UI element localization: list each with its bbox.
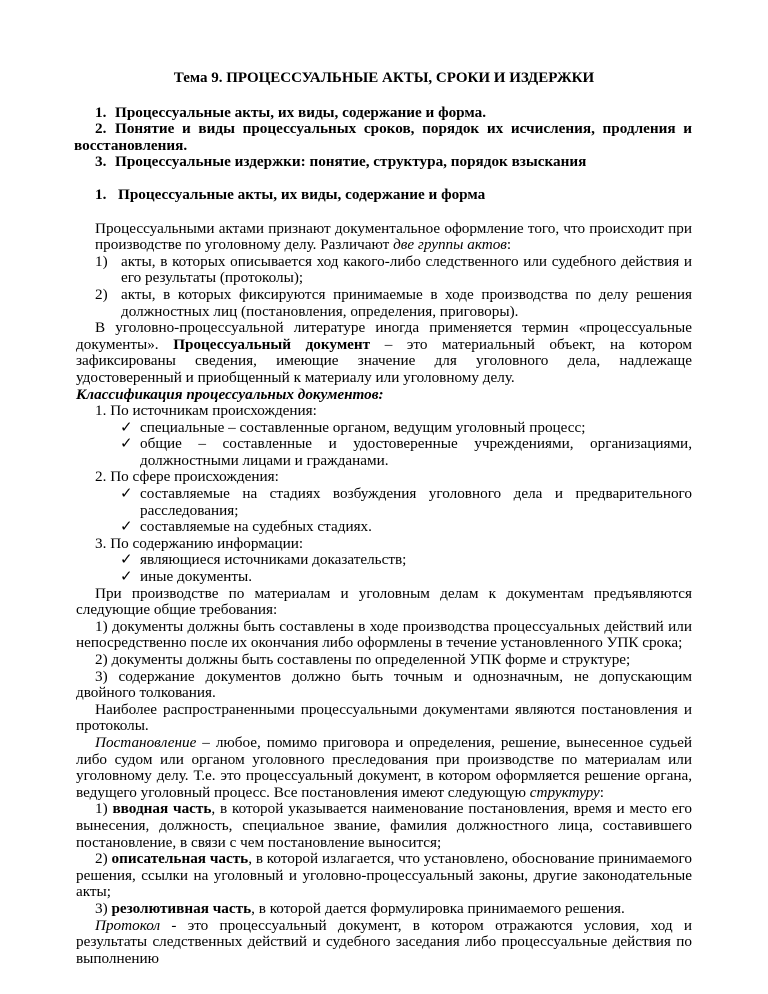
- term-italic: Протокол: [95, 916, 161, 934]
- check-list-item: ✓ общие – составленные и удостоверенные учреждениями, организациями, должностными лицами и гражданами.: [120, 435, 692, 469]
- intro-line-1: Процессуальными актами признают документальное оформление того, что происходит при: [95, 219, 692, 237]
- check-icon: ✓: [120, 568, 133, 586]
- check-list-item: ✓ специальные – составленные органом, ведущим уголовный процесс;: [120, 418, 586, 436]
- requirement-item: 3) содержание документов должно быть точным и однозначным, не допускающим двойного толкования.: [76, 667, 692, 702]
- class-title: 1. По источникам происхождения:: [95, 402, 317, 420]
- list-item: 2) акты, в которых фиксируются принимаемые в ходе производства по делу решения должностных лиц (постановления, определения, приговоры).: [95, 285, 692, 320]
- outline-item-2: 2. Понятие и виды процессуальных сроков, порядок их исчисления, продления и: [95, 120, 692, 138]
- paragraph: Протокол - это процессуальный документ, в котором отражаются условия, ход и результаты следственных действий и судебного заседания либо процессуальные действия по выполнению: [76, 916, 692, 967]
- class-title: 2. По сфере происхождения:: [95, 468, 279, 486]
- requirement-item: 1) документы должны быть составлены в ходе производства процессуальных действий или непосредственно после их окончания либо оформлены в течение установленного УПК срока;: [76, 617, 692, 652]
- classification-heading: Классификация процессуальных документов:: [76, 385, 384, 403]
- term-italic: Постановление: [95, 733, 197, 751]
- paragraph: При производстве по материалам и уголовным делам к документам предъявляются следующие общие требования:: [76, 584, 692, 619]
- check-icon: ✓: [120, 551, 133, 569]
- structure-item: 3) резолютивная часть, в которой дается формулировка принимаемого решения.: [95, 899, 625, 917]
- paragraph: Постановление – любое, помимо приговора и определения, решение, вынесенное судьей либо судом или органом уголовного преследования при производстве по материалам или уголовному делу. Т.е. это процессуальный документ, в котором оформляется решение органа, ведущего уголовный процесс. Все постановления имеют следующую структуру:: [76, 733, 692, 801]
- check-list-item: ✓ являющиеся источниками доказательств;: [120, 551, 407, 569]
- check-list-item: ✓ составляемые на стадиях возбуждения уголовного дела и предварительного расследования;: [120, 485, 692, 519]
- emphasis-text: две группы актов: [393, 236, 507, 254]
- structure-item: 1) вводная часть, в которой указывается наименование постановления, время и место его вынесения, должность, специальное звание, фамилия должностного лица, составившего постановление, в связи с чем постановление выносится;: [76, 800, 692, 851]
- list-item: 1) акты, в которых описывается ход какого-либо следственного или судебного действия и его результаты (протоколы);: [95, 252, 692, 287]
- check-icon: ✓: [120, 518, 133, 536]
- document-body: [76, 70, 692, 967]
- outline-item-1: 1. Процессуальные акты, их виды, содержание и форма.: [95, 103, 487, 121]
- check-icon: ✓: [120, 435, 133, 453]
- check-icon: ✓: [120, 485, 133, 503]
- topic-outline: [76, 105, 692, 171]
- intro-line-2: производстве по уголовному делу. Различают две группы актов:: [95, 236, 512, 254]
- check-list-item: ✓ составляемые на судебных стадиях.: [120, 518, 372, 536]
- paragraph: Наиболее распространенными процессуальными документами являются постановления и протоколы.: [76, 700, 692, 735]
- check-icon: ✓: [120, 418, 133, 436]
- section-heading: 1. Процессуальные акты, их виды, содержание и форма: [95, 185, 486, 203]
- check-list-item: ✓ иные документы.: [120, 568, 252, 586]
- outline-item-2-cont: восстановления.: [74, 136, 188, 154]
- requirement-item: 2) документы должны быть составлены по определенной УПК форме и структуре;: [95, 651, 631, 668]
- class-title: 3. По содержанию информации:: [95, 534, 304, 552]
- outline-item-3: 3. Процессуальные издержки: понятие, структура, порядок взыскания: [95, 153, 587, 171]
- paragraph: В уголовно-процессуальной литературе иногда применяется термин «процессуальные документы». Процессуальный документ – это материальный объект, на котором зафиксированы сведения, имеющие значение для уголовного дела, надлежаще удостоверенный и приобщенный к материалу или уголовному делу.: [76, 319, 692, 386]
- structure-item: 2) описательная часть, в которой излагается, что установлено, обоснование принимаемого решения, ссылки на уголовный и уголовно-процессуальный законы, другие законодательные акты;: [76, 850, 693, 901]
- emphasis-text: структуру: [529, 783, 600, 801]
- page-title: Тема 9. ПРОЦЕССУАЛЬНЫЕ АКТЫ, СРОКИ И ИЗДЕРЖКИ: [173, 70, 595, 86]
- term-bold: Процессуальный документ: [173, 335, 371, 353]
